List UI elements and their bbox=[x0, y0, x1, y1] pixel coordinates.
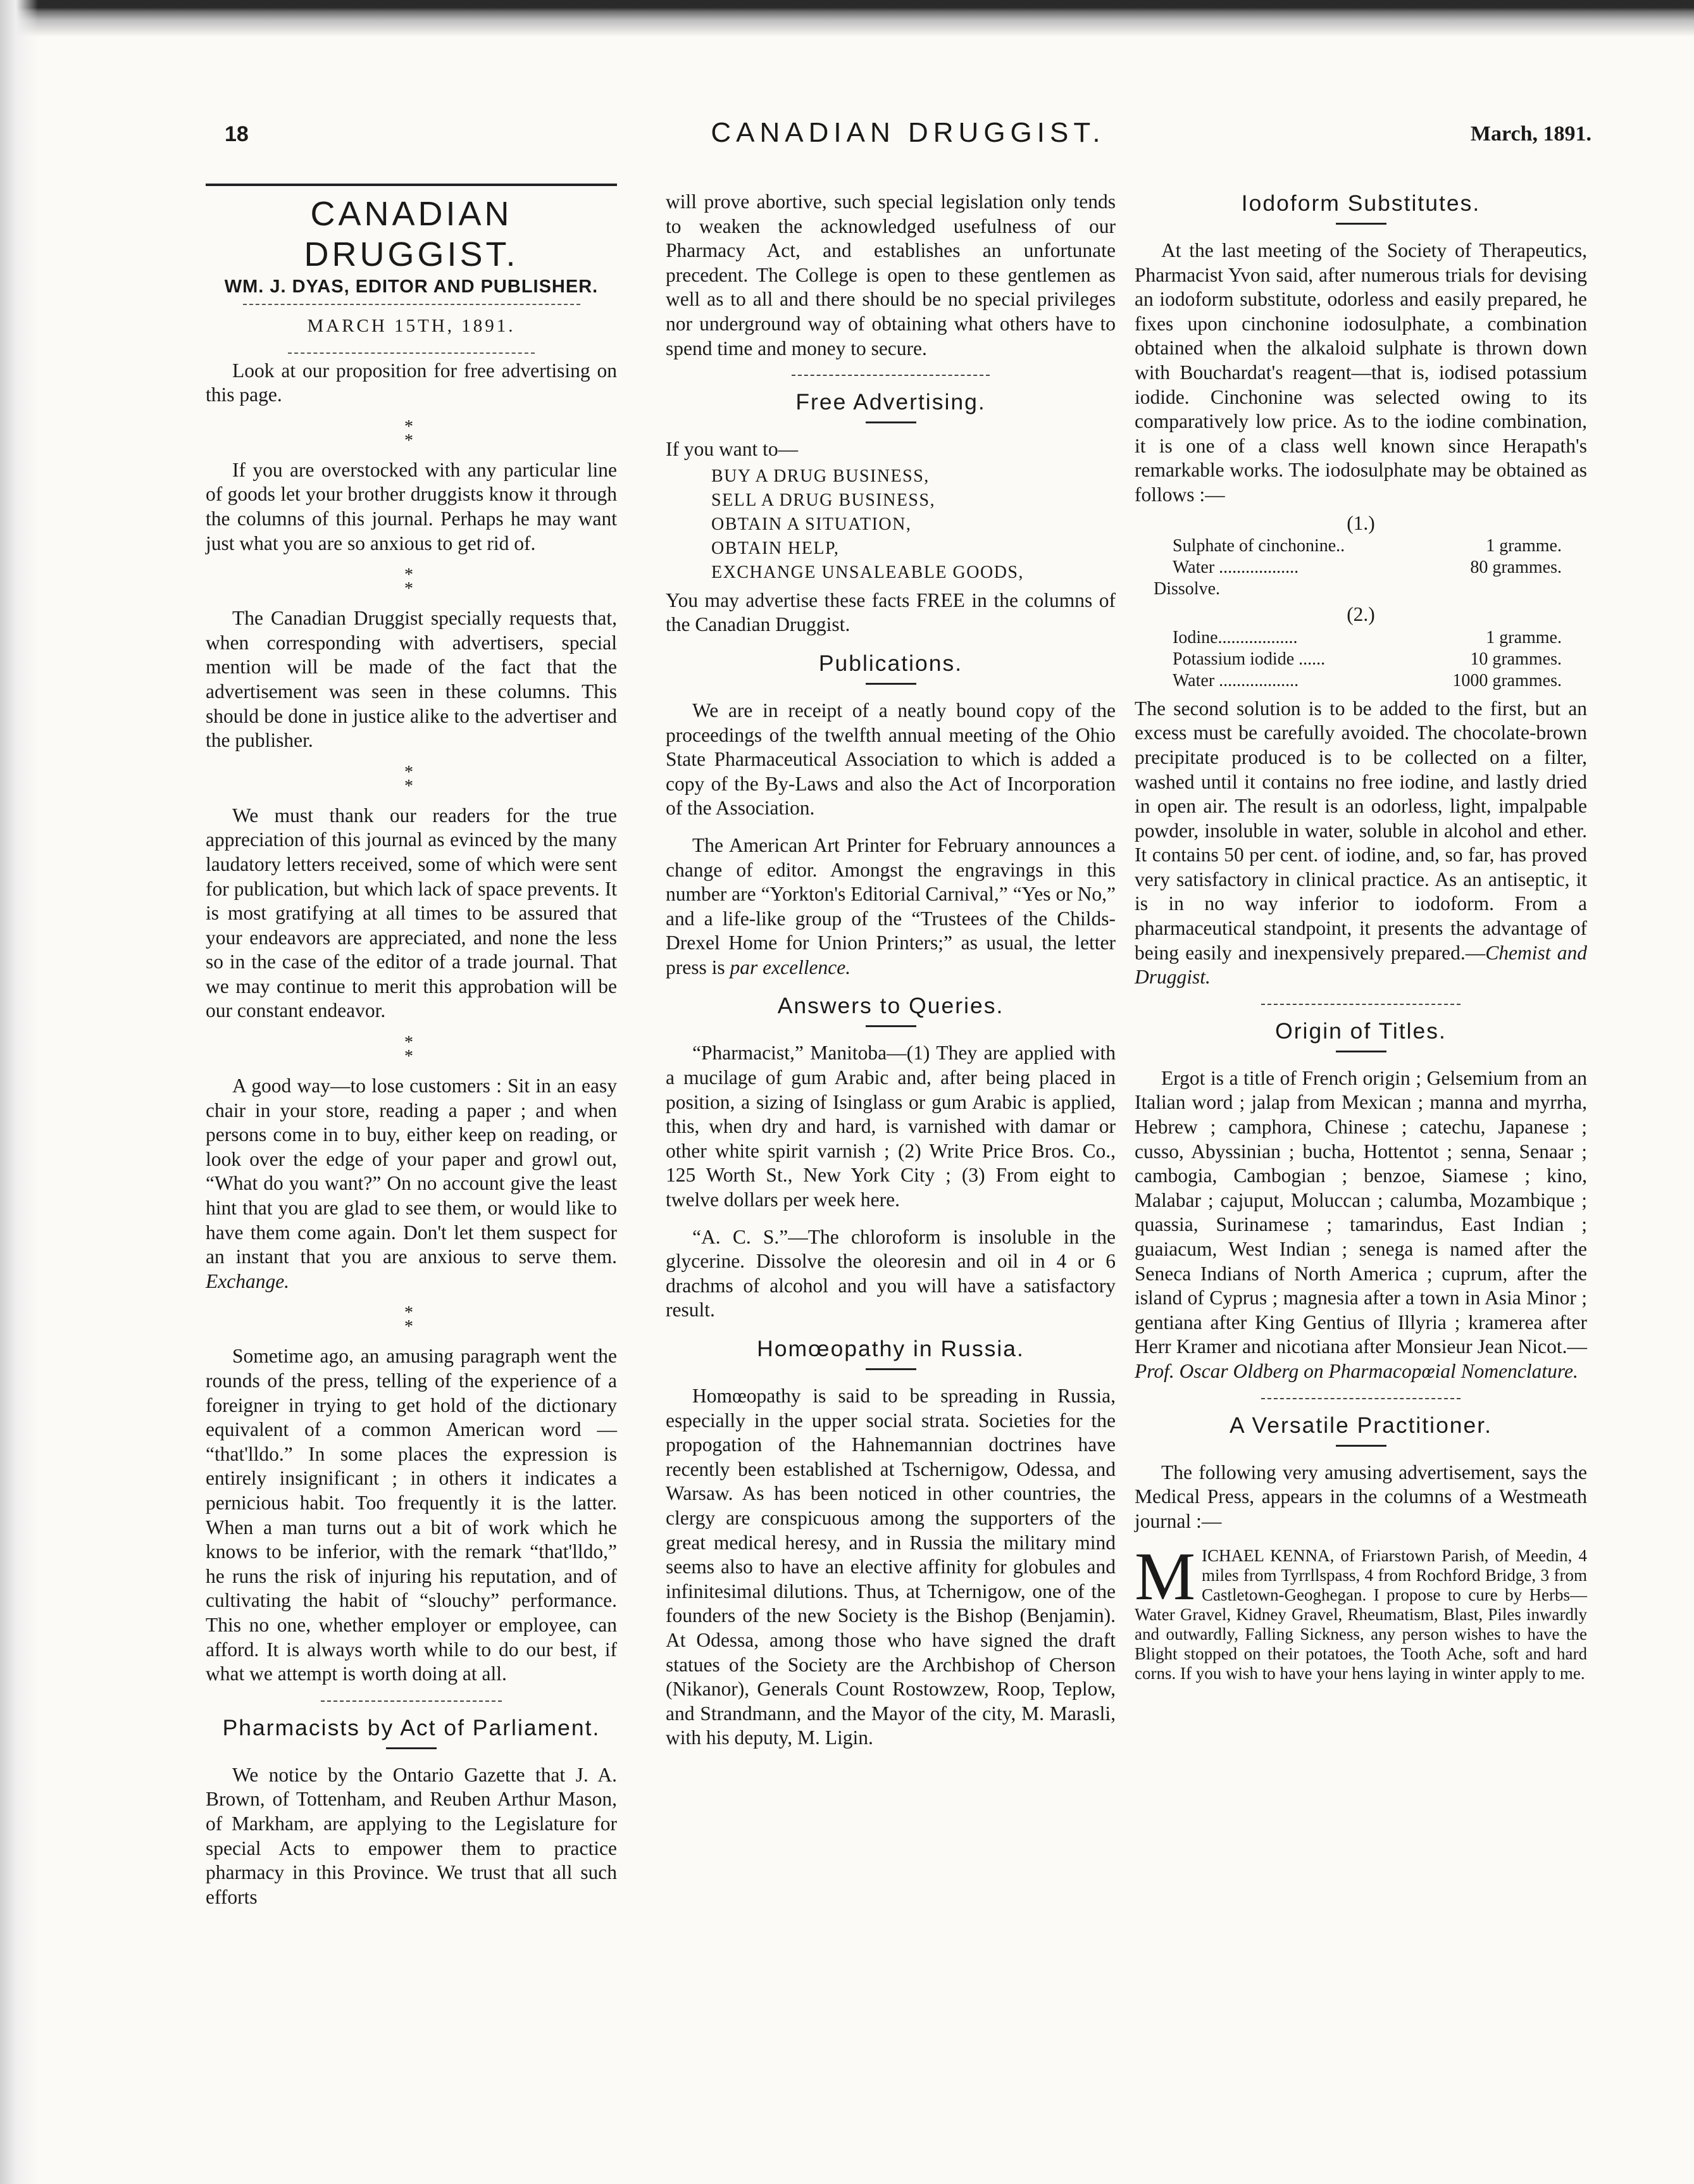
paragraph bbox=[206, 1074, 617, 1294]
list-item: OBTAIN HELP, bbox=[711, 538, 840, 558]
masthead-title: CANADIAN DRUGGIST. bbox=[304, 195, 519, 273]
paragraph-text: Ergot is a title of French origin ; Gelsemium from an Italian word ; jalap from Mexican ; manna and myrrha, Hebrew ; camphora, Chinese ; catechu, Japanese ; cusso, Abyssinian ; bucha, Hottentot ; senna, Senaar ; cambogia, Cambogian ; benzoe, Siamese ; kino, Malabar ; cajuput, Moluccan ; calumba, Mozambique ; quassia, Surinamese ; tamarindus, East Indian ; guaiacum, West Indian ; senega is named after the Seneca Indians of North America ; cuprum, after the island of Cyprus ; magnesia after a town in Asia Minor ; gentiana after King Gentius of Illyria ; kramerea after Herr Kramer and nicotiana after Monsieur Jean Nicot.— bbox=[1135, 1066, 1587, 1358]
scan-left-edge bbox=[0, 0, 38, 2184]
paragraph-text: The second solution is to be added to the first, but an excess must be carefully avoided. The chocolate-brown precipitate produced is to be collected on a filter, washed until it contains no free iodine, and lastly dried in open air. The result is an odorless, light, impalpable powder, insoluble in water, soluble in alcohol and ether. It contains 50 per cent. of iodine, and, so far, has proved very satisfactory in clinical practice. As an antiseptic, it is in no way inferior to iodoform. From a pharmaceutical standpoint, it presents the advantage of being easily and inexpensively prepared.— bbox=[1135, 697, 1587, 964]
masthead-date: MARCH 15TH, 1891. bbox=[307, 316, 516, 336]
paragraph: The following very amusing advertisement, says the Medical Press, appears in the columns of a Westmeath journal :— bbox=[1135, 1461, 1587, 1532]
paragraph: Homœopathy is said to be spreading in Russia, especially in the upper social strata. Societies for the propogation of the Hahnemannian doctrines have recently been established at Tschernigow, Odessa, and Warsaw. As has been noticed in other countries, the clergy are conspicuous among the supporters of the great medical heresy, and in Russia the military mind seems also to have an elective affinity for globules and infinitesimal dilutions. Thus, at Tchernigow, one of the founders of the new Society is the Bishop (Benjamin). At Odessa, among those who have signed the draft statues of the Society are the Archbishop of Cherson (Nikanor), Generals Count Rostowzew, Roop, Teplow, and Strandmann, and the Mayor of the city, M. Marasli, with his deputy, M. Ligin. bbox=[666, 1385, 1116, 1749]
source-credit: Prof. Oscar Oldberg on Pharmacopœial Nomenclature. bbox=[1135, 1359, 1578, 1382]
list-item: BUY A DRUG BUSINESS, bbox=[711, 466, 930, 486]
asterism: * * bbox=[404, 416, 418, 451]
paragraph: At the last meeting of the Society of Therapeutics, Pharmacist Yvon said, after numerous trials for devising an iodoform substitute, odorless and easily prepared, he fixes upon cinchonine iodosulphate, a combination obtained when the alkaloid sulphate is thrown down with Bouchardat's reagent—that is, iodised potassium iodide. Cinchonine was selected owing to its comparatively low price. As to the iodine combination, it is one of a class well known since Herapath's remarkable works. The iodosulphate may be obtained as follows :— bbox=[1135, 239, 1587, 506]
heading-rule bbox=[1336, 223, 1386, 225]
list-item: OBTAIN A SITUATION, bbox=[711, 514, 912, 534]
heading-rule bbox=[866, 1368, 916, 1370]
ingredient: Water .................. bbox=[1173, 670, 1299, 690]
heading-homoeopathy: Homœopathy in Russia. bbox=[757, 1336, 1024, 1361]
heading-rule bbox=[386, 1747, 437, 1749]
heading-publications: Publications. bbox=[818, 650, 963, 676]
heading-parliament: Pharmacists by Act of Parliament. bbox=[222, 1714, 601, 1740]
ingredient: Sulphate of cinchonine.. bbox=[1173, 536, 1345, 556]
heading-rule bbox=[866, 1025, 916, 1027]
heading-origin-of-titles: Origin of Titles. bbox=[1275, 1018, 1447, 1044]
column-3 bbox=[1135, 190, 1587, 1683]
heading-rule bbox=[866, 683, 916, 685]
drop-cap: M bbox=[1135, 1539, 1196, 1615]
quantity: 10 grammes. bbox=[1470, 649, 1562, 669]
masthead-rule bbox=[206, 184, 617, 186]
paragraph bbox=[1135, 1066, 1587, 1384]
formula-row bbox=[1135, 535, 1587, 557]
page-number: 18 bbox=[225, 122, 249, 146]
paragraph: We notice by the Ontario Gazette that J. A. Brown, of Tottenham, and Reuben Arthur Mason, of Markham, are applying to the Legislature for special Acts to empower them to practice pharmacy in this Province. We trust that all such efforts bbox=[206, 1763, 617, 1908]
asterism: * * bbox=[404, 1033, 418, 1067]
quantity: 1000 grammes. bbox=[1452, 670, 1562, 690]
dashed-rule bbox=[243, 304, 580, 305]
quoted-advertisement bbox=[1135, 1539, 1587, 1683]
page-header bbox=[225, 117, 1591, 155]
list-item: EXCHANGE UNSALEABLE GOODS, bbox=[711, 562, 1024, 582]
column-1 bbox=[206, 190, 617, 1922]
heading-rule bbox=[1336, 1445, 1386, 1447]
paragraph: You may advertise these facts FREE in the columns of the Canadian Druggist. bbox=[666, 589, 1116, 636]
asterism: * * bbox=[404, 565, 418, 599]
column-2 bbox=[666, 190, 1116, 1763]
paragraph bbox=[666, 833, 1116, 980]
list-item: SELL A DRUG BUSINESS, bbox=[711, 490, 936, 510]
paragraph-text: A good way—to lose customers : Sit in an easy chair in your store, reading a paper ; and when persons come in to buy, either keep on reading, or look over the edge of your paper and growl out, “What do you want?” On no account give the least hint that you are glad to see them, or would like to have them come again. Don't let them suspect for an instant that you are anxious to serve them. bbox=[206, 1075, 617, 1268]
asterism: * * bbox=[404, 762, 418, 796]
paragraph: “Pharmacist,” Manitoba—(1) They are applied with a mucilage of gum Arabic and, after being placed in position, a sizing of Isinglass or gum Arabic is applied, this, when dry and hard, is varnished with damar or other white spirit varnish ; (2) Write Price Bros. Co., 125 Worth St., New York City ; (3) From eight to twelve dollars per week here. bbox=[666, 1042, 1116, 1211]
paragraph: If you want to— bbox=[666, 438, 799, 461]
ingredient: Potassium iodide ...... bbox=[1173, 649, 1326, 669]
ingredient: Iodine.................. bbox=[1173, 627, 1298, 647]
formula-row bbox=[1135, 557, 1587, 578]
heading-versatile-practitioner: A Versatile Practitioner. bbox=[1229, 1412, 1493, 1438]
paragraph bbox=[1135, 697, 1587, 990]
running-title: CANADIAN DRUGGIST. bbox=[711, 117, 1105, 148]
source-credit: Exchange. bbox=[206, 1270, 290, 1292]
heading-iodoform-substitutes: Iodoform Substitutes. bbox=[1241, 190, 1481, 216]
dashed-rule bbox=[1261, 1398, 1460, 1399]
heading-rule bbox=[1336, 1051, 1386, 1052]
heading-answers-to-queries: Answers to Queries. bbox=[777, 993, 1004, 1019]
paragraph-text: The American Art Printer for February announces a change of editor. Amongst the engravings in this number are “Yorkton's Editorial Carnival,” “Yes or No,” and a life-like group of the “Trustees of the Childs-Drexel Home for Union Printers;” as usual, the letter press is bbox=[666, 833, 1116, 978]
dashed-rule bbox=[792, 375, 990, 376]
issue-date: March, 1891. bbox=[1470, 122, 1591, 146]
paragraph: will prove abortive, such special legislation only tends to weaken the acknowledged usefulness of our Pharmacy Act, and establishes an unfortunate precedent. The College is open to these gentlemen as well as to all and there should be no special privileges nor underground way of obtaining what others have to spend time and money to secure. bbox=[666, 190, 1116, 359]
ingredient: Water .................. bbox=[1173, 558, 1299, 578]
quantity: 1 gramme. bbox=[1486, 627, 1562, 647]
heading-free-advertising: Free Advertising. bbox=[795, 389, 986, 415]
scan-top-edge bbox=[0, 0, 1694, 38]
dashed-rule bbox=[1261, 1004, 1460, 1005]
free-ad-list bbox=[711, 465, 1116, 585]
formula-label: (2.) bbox=[1347, 603, 1375, 626]
masthead-editor: WM. J. DYAS, EDITOR AND PUBLISHER. bbox=[224, 277, 599, 297]
formula-row bbox=[1135, 670, 1587, 692]
paragraph: The Canadian Druggist specially requests that, when corresponding with advertisers, special mention will be made of the fact that the advertisement was seen in these columns. This should be done in justice alike to the advertiser and the publisher. bbox=[206, 607, 617, 752]
heading-rule bbox=[866, 421, 916, 423]
formula-note: Dissolve. bbox=[1154, 579, 1220, 599]
paragraph: If you are overstocked with any particular line of goods let your brother druggists know it through the columns of this journal. Perhaps he may want just what you are so anxious to get rid of. bbox=[206, 458, 617, 554]
dashed-rule bbox=[288, 353, 535, 354]
dashed-rule bbox=[321, 1700, 502, 1702]
formula-row bbox=[1135, 649, 1587, 670]
advertisement-text: ICHAEL KENNA, of Friarstown Parish, of Meedin, 4 miles from Tyrrllspass, 4 from Rochford Bridge, 3 from Castletown-Geoghegan. I propose to cure by Herbs—Water Gravel, Kidney Gravel, Rheumatism, Blast, Piles inwardly and outwardly, Falling Sickness, any person wishes to have the Blight stopped on their potatoes, the Tooth Ache, soft and hard corns. If you wish to have your hens laying in winter apply to me. bbox=[1135, 1546, 1587, 1683]
paragraph: We must thank our readers for the true appreciation of this journal as evinced by the many laudatory letters received, some of which were sent for publication, but which lack of space prevents. It is most gratifying at all times to be assured that your endeavors are appreciated, and none the less so in the case of the editor of a trade journal. That we may continue to merit this approbation will be our constant endeavor. bbox=[206, 804, 617, 1022]
source-credit: Chemist and Druggist. bbox=[1135, 941, 1587, 989]
italic-phrase: par excellence. bbox=[730, 956, 851, 978]
paragraph: “A. C. S.”—The chloroform is insoluble in the glycerine. Dissolve the oleoresin and oil in 4 or 6 drachms of alcohol and you will have a satisfactory result. bbox=[666, 1225, 1116, 1321]
quantity: 1 gramme. bbox=[1486, 536, 1562, 556]
paragraph: We are in receipt of a neatly bound copy of the proceedings of the twelfth annual meeting of the Ohio State Pharmaceutical Association to which is added a copy of the By-Laws and also the Act of Incorporation of the Association. bbox=[666, 699, 1116, 820]
paragraph: Look at our proposition for free advertising on this page. bbox=[206, 359, 617, 406]
formula-row bbox=[1135, 627, 1587, 649]
formula-label: (1.) bbox=[1347, 511, 1375, 534]
asterism: * * bbox=[404, 1303, 418, 1337]
quantity: 80 grammes. bbox=[1470, 558, 1562, 578]
paragraph: Sometime ago, an amusing paragraph went the rounds of the press, telling of the experience of a foreigner in trying to get hold of the dictionary equivalent of a common American word — “that'lldo.” In some places the expression is entirely insignificant ; in others it indicates a pernicious habit. Too frequently it is the latter. When a man turns out a bit of work which he knows to be inferior, with the remark “that'lldo,” he runs the risk of injuring his reputation, and of cultivating the habit of “slouchy” performance. This no one, whether employer or employee, can afford. It is always worth while to do our best, if what we attempt is worth doing at all. bbox=[206, 1345, 617, 1685]
